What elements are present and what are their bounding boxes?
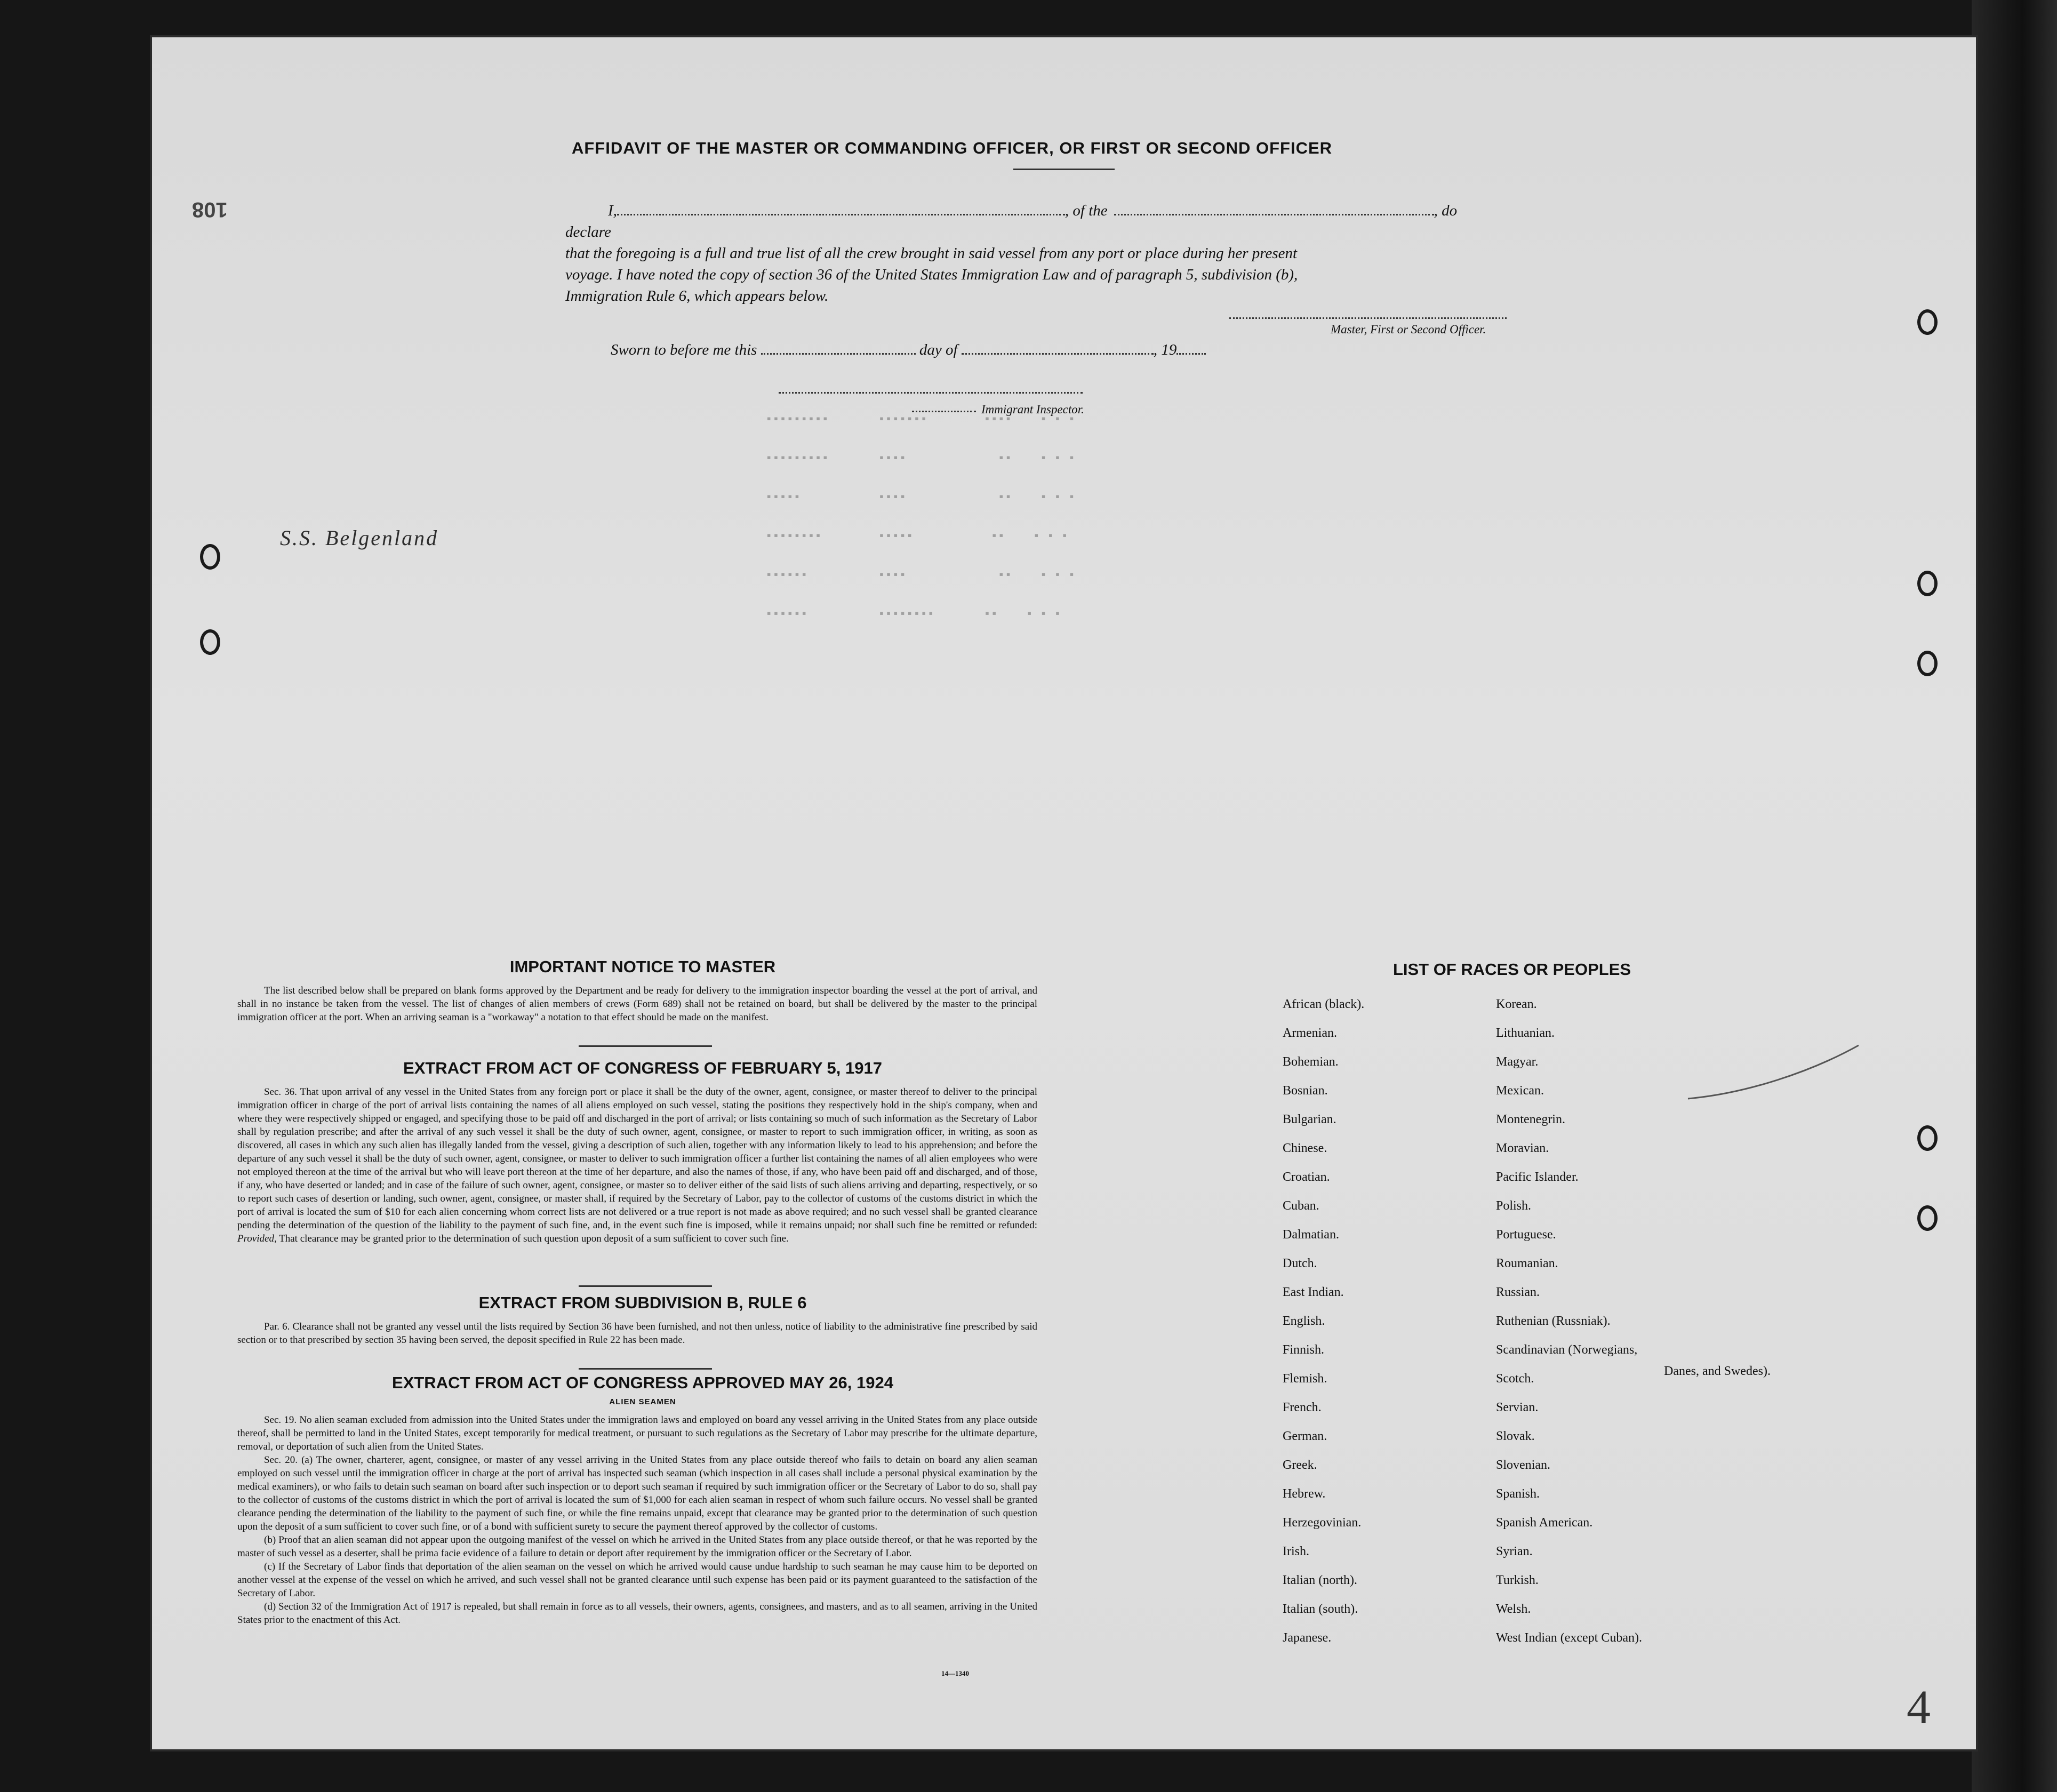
sec-36-label: Sec. 36. [264, 1086, 297, 1098]
race-item: Scandinavian (Norwegians, [1496, 1343, 1638, 1357]
race-item: Welsh. [1496, 1602, 1531, 1616]
affidavit-line-4: Immigration Rule 6, which appears below. [565, 287, 829, 305]
extract-rule6-body: Par. 6. Clearance shall not be granted any vessel until the lists required by Section 36 have been furnished, and not then unless, notice of liability to the administrative fine prescribed by said section or to that prescribed by section 35 having been served, the deposit specified in Rule 22 has been made. [237, 1321, 1037, 1346]
sec-20d-text: (d) Section 32 of the Immigration Act of 1917 is repealed, but shall remain in force as to all vessels, their owners, agents, consignees, and masters, and as to all seamen, arriving in the United States prior to the enactment of this Act. [237, 1601, 1037, 1626]
race-item: African (black). [1283, 997, 1365, 1011]
race-item: Finnish. [1283, 1343, 1325, 1357]
extract-1924-title: EXTRACT FROM ACT OF CONGRESS APPROVED MAY 26, 1924 [392, 1373, 893, 1392]
sworn-year-field[interactable] [1176, 353, 1206, 355]
inspector-signature-line[interactable] [779, 392, 1083, 394]
race-item: Japanese. [1283, 1631, 1332, 1645]
race-item: Mexican. [1496, 1084, 1544, 1098]
race-item: Dutch. [1283, 1257, 1317, 1270]
punch-hole [1917, 309, 1938, 335]
race-item: Spanish American. [1496, 1516, 1593, 1530]
master-signature-label: Master, First or Second Officer. [1331, 323, 1486, 336]
race-item: Spanish. [1496, 1487, 1540, 1501]
affidavit-line-2: that the foregoing is a full and true list of all the crew brought in said vessel from any port or place during her present [565, 245, 1298, 262]
inspector-label: Immigrant Inspector. [981, 403, 1084, 416]
race-item: East Indian. [1283, 1285, 1344, 1299]
proviso-text: That clearance may be granted prior to the determination of such question upon deposit of a sum sufficient to cover such fine. [279, 1233, 789, 1244]
race-item: Italian (north). [1283, 1573, 1357, 1587]
punch-hole [1917, 571, 1938, 596]
sec-36-text: That upon arrival of any vessel in the United States from any foreign port or place it shall be the duty of the owner, agent, consignee, or master thereof to deliver to the principal immigration officer in charge of the port of arrival lists containing the names of all aliens employed on such vessel, stating the positions they respectively hold in the ship's company, when and where they were respectively shipped or engaged, and specifying those to be paid off and discharged in the port of arrival; or lists containing so much of such information as the Secretary of Labor shall by regulation prescribe; and after the arrival of any such vessel it shall be the duty of such owner, agent, consignee, or master to report to such immigration officer, in writing, as soon as discovered, all cases in which any such alien has illegally landed from the vessel, giving a description of such alien, together with any information likely to lead to his apprehension; and before the departure of any such vessel it shall be the duty of such owner, agent, consignee, or master to deliver to such immigration officer a further list containing the names of all alien employees who were not employed thereon at the time of the arrival but who will leave port thereon at the time of her departure, and also the names of those, if any, who have been paid off and discharged, and of those, if any, who have deserted or landed; and in case of the failure of such owner, agent, consignee, or master so to deliver either of the said lists of such aliens arriving and departing, respectively, or so to report such cases of desertion or landing, such owner, agent, consignee, or master shall, if required by the Secretary of Labor, pay to the collector of customs of the customs district in which the port of arrival is located the sum of $10 for each alien concerning whom correct lists are not delivered or a true report is not made as above required; and no such vessel shall be granted clearance pending the determination of the question of the liability to the payment of such fine, and, in the event such fine is imposed, while it remains unpaid; nor shall such fine be remitted or refunded: [237, 1086, 1037, 1231]
race-item: Slovenian. [1496, 1458, 1550, 1472]
race-item: Irish. [1283, 1545, 1309, 1558]
race-item-continuation: Danes, and Swedes). [1664, 1364, 1771, 1378]
race-item: Syrian. [1496, 1545, 1533, 1558]
punch-hole [1917, 1205, 1938, 1231]
race-item: English. [1283, 1314, 1325, 1328]
handwritten-vessel-note: S.S. Belgenland [280, 526, 439, 550]
affidavit-line-3: voyage. I have noted the copy of section 36 of the United States Immigration Law and of paragraph 5, subdivision (b), [565, 266, 1298, 283]
of-the-label: , of the [1064, 202, 1108, 219]
pencil-stroke [1683, 1040, 1864, 1104]
race-item: Ruthenian (Russniak). [1496, 1314, 1611, 1328]
sec-19-text: Sec. 19. No alien seaman excluded from admission into the United States under the immigration laws and employed on board any vessel arriving in the United States from any place outside thereof, shall be permitted to land in the United States, except temporarily for medical treatment, or pursuant to such regulations as the Secretary of Labor may prescribe for the ultimate departure, removal, or deportation of such alien from the United States. [237, 1414, 1037, 1452]
proviso-label: Provided, [237, 1233, 277, 1244]
race-item: Roumanian. [1496, 1257, 1558, 1270]
i-label: I, [608, 202, 617, 219]
punch-hole [1917, 651, 1938, 676]
punch-hole [200, 629, 220, 655]
race-item: Chinese. [1283, 1141, 1327, 1155]
race-item: Herzegovinian. [1283, 1516, 1362, 1530]
notice-body: The list described below shall be prepared on blank forms approved by the Department and be ready for delivery to the immigration inspector boarding the vessel at the port of arrival, and shall in no instance be taken from the vessel. The list of changes of alien members of crews (Form 689) shall not be retained on board, but shall be delivered by the master to the principal immigration officer at the port. When an arriving seaman is a "workaway" a notation to that effect should be made on the manifest. [237, 985, 1037, 1023]
race-item: Bosnian. [1283, 1084, 1328, 1098]
race-item: Magyar. [1496, 1055, 1539, 1069]
year-label: , 19 [1153, 341, 1177, 358]
race-item: Russian. [1496, 1285, 1540, 1299]
notice-title: IMPORTANT NOTICE TO MASTER [509, 957, 776, 976]
race-item: Moravian. [1496, 1141, 1549, 1155]
races-title: LIST OF RACES OR PEOPLES [1392, 960, 1631, 979]
race-item: Turkish. [1496, 1573, 1539, 1587]
race-item: Servian. [1496, 1401, 1539, 1414]
affidavit-line-1 [565, 200, 1504, 243]
corner-mark: 4 [1907, 1681, 1931, 1734]
master-signature-line[interactable] [1229, 317, 1507, 319]
race-item: Cuban. [1283, 1199, 1319, 1213]
alien-seamen-subtitle: ALIEN SEAMEN [609, 1397, 676, 1406]
race-item: Lithuanian. [1496, 1026, 1555, 1040]
race-item: Portuguese. [1496, 1228, 1556, 1242]
race-item: Armenian. [1283, 1026, 1337, 1040]
race-item: French. [1283, 1401, 1322, 1414]
section-rule [579, 1368, 712, 1370]
race-item: Korean. [1496, 997, 1537, 1011]
extract-rule6-title: EXTRACT FROM SUBDIVISION B, RULE 6 [478, 1293, 807, 1312]
sworn-day-field[interactable] [761, 353, 916, 355]
sworn-month-field[interactable] [962, 353, 1154, 355]
race-item: Slovak. [1496, 1429, 1535, 1443]
race-item: Bohemian. [1283, 1055, 1339, 1069]
punch-hole [200, 544, 220, 570]
bleed-through-text: ▪▪▪▪▪▪▪▪▪ ▪▪▪▪▪▪▪ ▪▪▪▪ ▪ ▪ ▪ ▪▪▪▪▪▪▪▪▪ ▪▪▪▪ ▪▪ ▪ ▪ ▪ ▪▪▪▪▪ ▪▪▪▪ ▪▪ ▪ ▪ ▪ ▪▪▪▪▪▪▪▪ ▪▪▪▪▪ ▪▪ ▪ ▪ ▪ ▪▪▪▪▪▪ ▪▪▪▪ ▪▪ ▪ ▪ ▪ ▪▪▪▪▪▪ ▪▪▪▪▪▪▪▪ ▪▪ ▪ ▪ ▪ [765, 413, 1075, 621]
race-item: Flemish. [1283, 1372, 1327, 1386]
sec-20b-text: (b) Proof that an alien seaman did not appear upon the outgoing manifest of the vessel on which he arrived in the United States from any place outside thereof, or that he was reported by the master of such vessel as a deserter, shall be prima facie evidence of a failure to detain or deport after requirement by the immigration officer or the Secretary of Labor. [237, 1534, 1037, 1559]
race-item: Dalmatian. [1283, 1228, 1339, 1242]
form-number: 14—1340 [941, 1669, 969, 1677]
punch-hole [1917, 1125, 1938, 1151]
page-edge-shadow [1972, 0, 2057, 1792]
affidavit-title: AFFIDAVIT OF THE MASTER OR COMMANDING OFFICER, OR FIRST OR SECOND OFFICER [571, 139, 1333, 157]
race-item: Montenegrin. [1496, 1113, 1565, 1126]
section-rule [579, 1285, 712, 1287]
race-item: Bulgarian. [1283, 1113, 1336, 1126]
race-item: Scotch. [1496, 1372, 1534, 1386]
vessel-name-field[interactable] [1114, 214, 1434, 215]
extract-1917-body [237, 1085, 1037, 1245]
do-declare-label: , do declare [565, 202, 1458, 241]
race-item: Italian (south). [1283, 1602, 1358, 1616]
affidavit-body [565, 200, 1504, 307]
manifest-sheet [152, 37, 1976, 1749]
extract-1917-title: EXTRACT FROM ACT OF CONGRESS OF FEBRUARY 5, 1917 [403, 1059, 882, 1077]
sec-20c-text: (c) If the Secretary of Labor finds that deportation of the alien seaman on the vessel on which he arrived would cause undue hardship to such seaman he may cause him to be deported on another vessel at the expense of the vessel on which he arrived, and such vessel shall not be granted clearance until such expense has been paid or its payment guaranteed to the satisfaction of the Secretary of Labor. [237, 1561, 1037, 1599]
race-item: Polish. [1496, 1199, 1532, 1213]
race-item: Greek. [1283, 1458, 1317, 1472]
inspector-signature-underline [912, 411, 976, 412]
title-rule [1013, 169, 1115, 170]
sworn-label: Sworn to before me this [611, 341, 757, 358]
sec-20a-text: Sec. 20. (a) The owner, charterer, agent, consignee, or master of any vessel arriving in the United States from any place outside thereof who fails to detain on board any alien seaman employed on such vessel until the immigration officer in charge at the port of arrival has inspected such seaman (which inspection in all cases shall include a personal physical examination by the medical examiners), or who fails to detain such seaman on board after such inspection or to deport such seaman if required by such immigration officer or the Secretary of Labor to do so, shall pay to the collector of customs of the customs district in which the port of arrival is located the sum of $1,000 for each alien seaman in respect of whom such failure occurs. No vessel shall be granted clearance pending the determination of the liability to the payment of such fine, or while the fine remains unpaid, except that clearance may be granted prior to the determination of such question upon the deposit of a sum sufficient to cover such fine, or of a bond with sufficient surety to secure the payment thereof approved by the collector of customs. [237, 1454, 1037, 1532]
section-rule [579, 1045, 712, 1047]
day-of-label: day of [919, 341, 958, 358]
race-item: Hebrew. [1283, 1487, 1326, 1501]
race-item: Pacific Islander. [1496, 1170, 1579, 1184]
margin-number: 108 [192, 198, 228, 221]
extract-1924-body [237, 1413, 1037, 1627]
officer-name-field[interactable] [617, 214, 1065, 215]
sworn-line [611, 341, 1206, 359]
race-item: German. [1283, 1429, 1327, 1443]
race-item: Croatian. [1283, 1170, 1330, 1184]
race-item: West Indian (except Cuban). [1496, 1631, 1642, 1645]
